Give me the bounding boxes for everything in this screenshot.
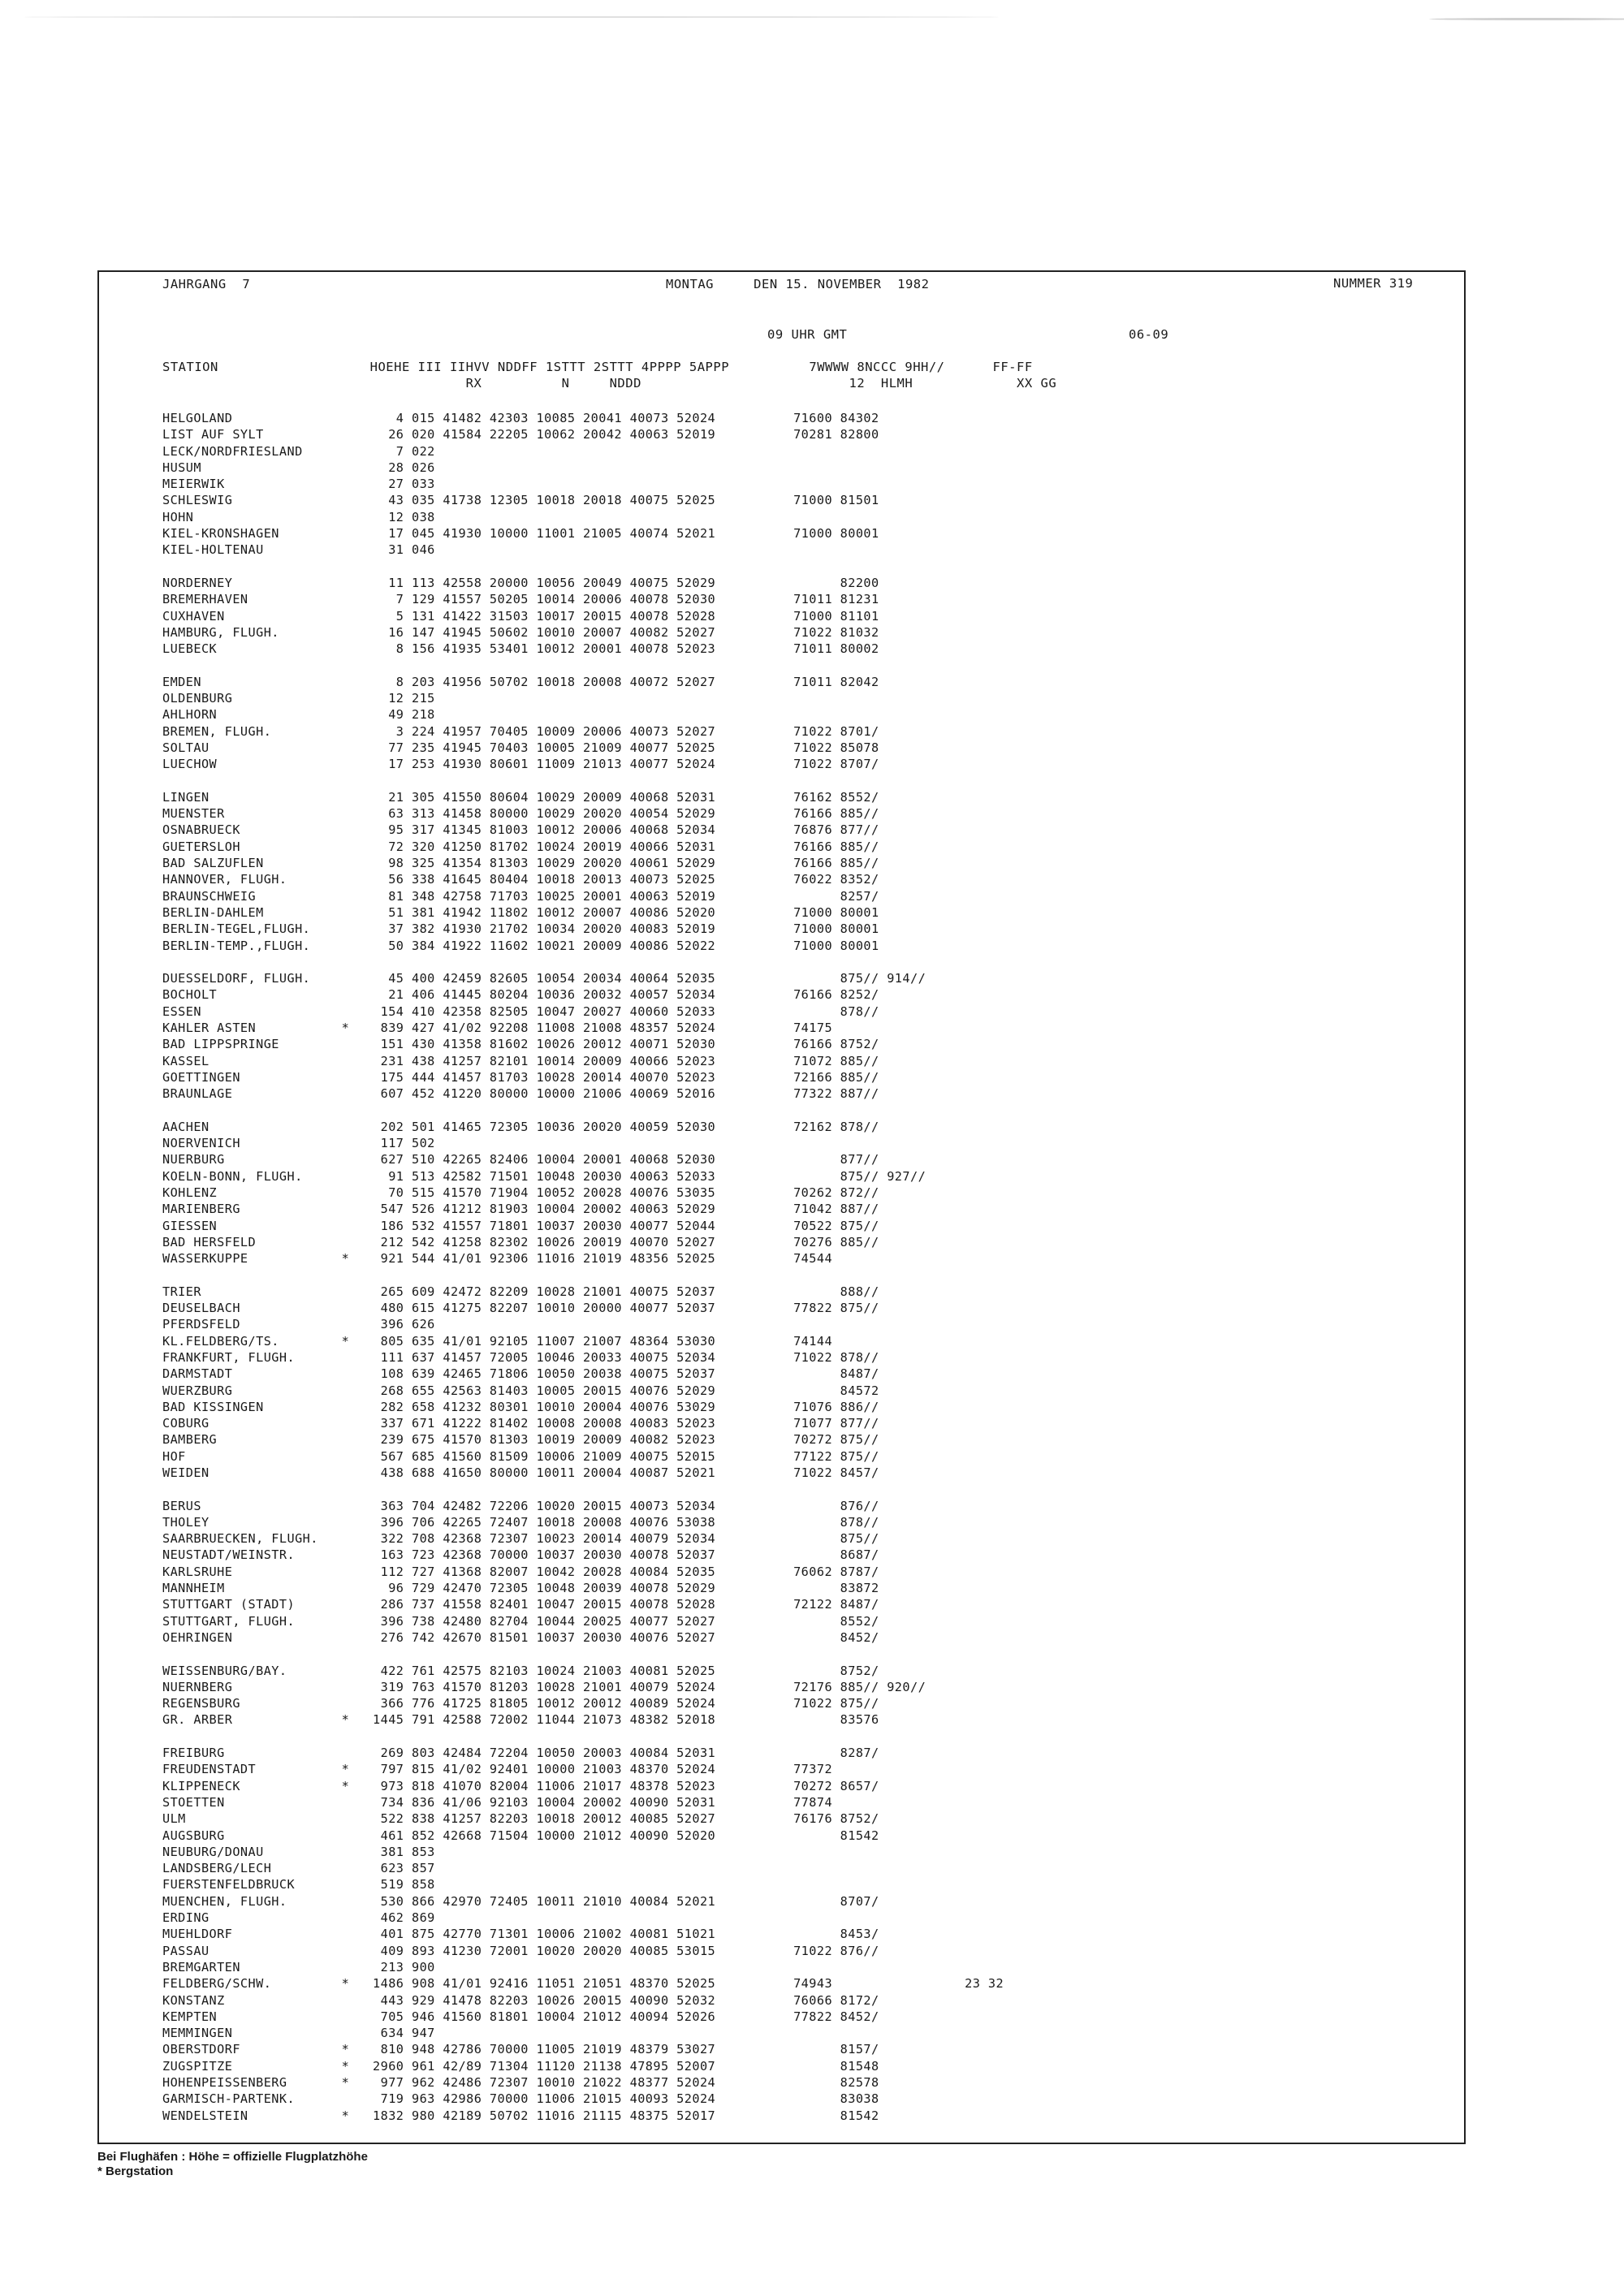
- station-row: AACHEN 202 501 41465 72305 10036 20020 40059 52030 72162 878//: [162, 1119, 879, 1134]
- station-row: KEMPTEN 705 946 41560 81801 10004 21012 40094 52026 77822 8452/: [162, 2009, 879, 2024]
- scan-noise: [24, 16, 999, 18]
- issue-number: NUMMER 319: [1333, 276, 1414, 291]
- date-label: MONTAG DEN 15. NOVEMBER 1982: [666, 277, 930, 291]
- station-row: HOF 567 685 41560 81509 10006 21009 40075 52015 77122 875//: [162, 1448, 879, 1464]
- station-row: BAD HERSFELD 212 542 41258 82302 10026 20019 40070 52027 70276 885//: [162, 1234, 879, 1249]
- station-row: NUERBURG 627 510 42265 82406 10004 20001 40068 52030 877//: [162, 1152, 879, 1167]
- station-row: OEHRINGEN 276 742 42670 81501 10037 20030 40076 52027 8452/: [162, 1629, 879, 1645]
- station-row: KL.FELDBERG/TS. * 805 635 41/01 92105 11007 21007 48364 53030 74144: [162, 1333, 833, 1349]
- group-spacer: [162, 559, 1004, 575]
- station-row: LIST AUF SYLT 26 020 41584 22205 10062 20042 40063 52019 70281 82800: [162, 427, 879, 442]
- group-spacer: [162, 1646, 1004, 1662]
- station-row: AUGSBURG 461 852 42668 71504 10000 21012 40090 52020 81542: [162, 1828, 879, 1843]
- station-row: STOETTEN 734 836 41/06 92103 10004 20002 40090 52031 77874: [162, 1794, 833, 1810]
- station-row: MARIENBERG 547 526 41212 81903 10004 20002 40063 52029 71042 887//: [162, 1202, 879, 1217]
- group-spacer: [162, 1481, 1004, 1497]
- station-row: GOETTINGEN 175 444 41457 81703 10028 20014 40070 52023 72166 885//: [162, 1069, 879, 1085]
- station-row: TRIER 265 609 42472 82209 10028 21001 40075 52037 888//: [162, 1284, 879, 1299]
- station-row: KIEL-KRONSHAGEN 17 045 41930 10000 11001 21005 40074 52021 71000 80001: [162, 526, 879, 542]
- station-row: DARMSTADT 108 639 42465 71806 10050 20038 40075 52037 8487/: [162, 1366, 879, 1382]
- volume-label: JAHRGANG 7: [162, 277, 251, 291]
- station-row: DEUSELBACH 480 615 41275 82207 10010 20000 40077 52037 77822 875//: [162, 1301, 879, 1316]
- group-spacer: [162, 954, 1004, 970]
- station-row: FREUDENSTADT * 797 815 41/02 92401 10000 21003 48370 52024 77372: [162, 1762, 833, 1777]
- station-row: SOLTAU 77 235 41945 70403 10005 21009 40077 52025 71022 85078: [162, 740, 879, 755]
- station-row: KARLSRUHE 112 727 41368 82007 10042 20028 40084 52035 76062 8787/: [162, 1564, 879, 1579]
- station-row: KOELN-BONN, FLUGH. 91 513 42582 71501 10048 20030 40063 52033 875// 927//: [162, 1168, 926, 1184]
- station-row: STUTTGART (STADT) 286 737 41558 82401 10047 20015 40078 52028 72122 8487/: [162, 1597, 879, 1612]
- station-row: BREMEN, FLUGH. 3 224 41957 70405 10009 20006 40073 52027 71022 8701/: [162, 723, 879, 739]
- station-row: FRANKFURT, FLUGH. 111 637 41457 72005 10046 20033 40075 52034 71022 878//: [162, 1349, 879, 1365]
- station-row: LUECHOW 17 253 41930 80601 11009 21013 40077 52024 71022 8707/: [162, 757, 879, 772]
- station-row: BERUS 363 704 42482 72206 10020 20015 40073 52034 876//: [162, 1498, 879, 1513]
- station-row: BERLIN-TEGEL,FLUGH. 37 382 41930 21702 10034 20020 40083 52019 71000 80001: [162, 921, 879, 937]
- station-row: BRAUNSCHWEIG 81 348 42758 71703 10025 20001 40063 52019 8257/: [162, 888, 879, 904]
- station-row: GIESSEN 186 532 41557 71801 10037 20030 40077 52044 70522 875//: [162, 1218, 879, 1233]
- station-row: LECK/NORDFRIESLAND 7 022: [162, 443, 435, 459]
- group-spacer: [162, 773, 1004, 789]
- station-row: MUENSTER 63 313 41458 80000 10029 20020 40054 52029 76166 885//: [162, 806, 879, 822]
- station-row: MEMMINGEN 634 947: [162, 2026, 435, 2041]
- station-row: BRAUNLAGE 607 452 41220 80000 10000 21006 40069 52016 77322 887//: [162, 1086, 879, 1102]
- station-row: KASSEL 231 438 41257 82101 10014 20009 40066 52023 71072 885//: [162, 1053, 879, 1068]
- station-row: SAARBRUECKEN, FLUGH. 322 708 42368 72307 10023 20014 40079 52034 875//: [162, 1531, 879, 1547]
- station-row: KIEL-HOLTENAU 31 046: [162, 542, 435, 558]
- station-row: ULM 522 838 41257 82203 10018 20012 40085 52027 76176 8752/: [162, 1811, 879, 1827]
- station-row: CUXHAVEN 5 131 41422 31503 10017 20015 40078 52028 71000 81101: [162, 608, 879, 624]
- station-row: KAHLER ASTEN * 839 427 41/02 92208 11008 21008 48357 52024 74175: [162, 1020, 833, 1035]
- group-spacer: [162, 1102, 1004, 1118]
- station-row: ESSEN 154 410 42358 82505 10047 20027 40060 52033 878//: [162, 1003, 879, 1019]
- station-row: PFERDSFELD 396 626: [162, 1317, 435, 1332]
- station-row: BREMERHAVEN 7 129 41557 50205 10014 20006 40078 52030 71011 81231: [162, 592, 879, 607]
- station-row: LUEBECK 8 156 41935 53401 10012 20001 40078 52023 71011 80002: [162, 641, 879, 657]
- station-row: HANNOVER, FLUGH. 56 338 41645 80404 10018 20013 40073 52025 76022 8352/: [162, 872, 879, 887]
- station-row: BAD LIPPSPRINGE 151 430 41358 81602 10026 20012 40071 52030 76166 8752/: [162, 1037, 879, 1052]
- station-row: WEIDEN 438 688 41650 80000 10011 20004 40087 52021 71022 8457/: [162, 1465, 879, 1480]
- station-row: NOERVENICH 117 502: [162, 1136, 435, 1151]
- station-row: KONSTANZ 443 929 41478 82203 10026 20015 40090 52032 76066 8172/: [162, 1992, 879, 2008]
- station-row: BAMBERG 239 675 41570 81303 10019 20009 40082 52023 70272 875//: [162, 1432, 879, 1448]
- station-row: BERLIN-DAHLEM 51 381 41942 11802 10012 20007 40086 52020 71000 80001: [162, 904, 879, 920]
- station-row: MUEHLDORF 401 875 42770 71301 10006 21002 40081 51021 8453/: [162, 1927, 879, 1942]
- station-row: NUERNBERG 319 763 41570 81203 10028 21001 40079 52024 72176 885// 920//: [162, 1679, 926, 1694]
- station-row: WENDELSTEIN * 1832 980 42189 50702 11016 21115 48375 52017 81542: [162, 2108, 879, 2123]
- station-row: NEUBURG/DONAU 381 853: [162, 1844, 435, 1859]
- station-row: HUSUM 28 026: [162, 460, 435, 475]
- station-row: BAD SALZUFLEN 98 325 41354 81303 10029 20020 40061 52029 76166 885//: [162, 856, 879, 871]
- station-row: GARMISCH-PARTENK. 719 963 42986 70000 11006 21015 40093 52024 83038: [162, 2091, 879, 2107]
- column-header-line-1: STATION HOEHE III IIHVV NDDFF 1STTT 2STTT 4PPPP 5APPP 7WWWW 8NCCC 9HH// FF-FF: [162, 360, 1033, 374]
- station-row: OLDENBURG 12 215: [162, 691, 435, 706]
- station-row: REGENSBURG 366 776 41725 81805 10012 20012 40089 52024 71022 875//: [162, 1696, 879, 1711]
- station-table: [162, 410, 1004, 2124]
- station-row: OSNABRUECK 95 317 41345 81003 10012 20006 40068 52034 76876 877//: [162, 822, 879, 838]
- station-row: LANDSBERG/LECH 623 857: [162, 1861, 435, 1876]
- station-row: AHLHORN 49 218: [162, 707, 435, 723]
- station-row: DUESSELDORF, FLUGH. 45 400 42459 82605 10054 20034 40064 52035 875// 914//: [162, 971, 926, 986]
- station-row: EMDEN 8 203 41956 50702 10018 20008 40072 52027 71011 82042: [162, 674, 879, 689]
- footnote-airports: Bei Flughäfen : Höhe = offizielle Flugplatzhöhe: [97, 2150, 368, 2164]
- station-row: KOHLENZ 70 515 41570 71904 10052 20028 40076 53035 70262 872//: [162, 1185, 879, 1200]
- station-row: LINGEN 21 305 41550 80604 10029 20009 40068 52031 76162 8552/: [162, 789, 879, 805]
- station-row: HOHENPEISSENBERG * 977 962 42486 72307 10010 21022 48377 52024 82578: [162, 2074, 879, 2090]
- station-row: BERLIN-TEMP.,FLUGH. 50 384 41922 11602 10021 20009 40086 52022 71000 80001: [162, 938, 879, 953]
- station-row: KLIPPENECK * 973 818 41070 82004 11006 21017 48378 52023 70272 8657/: [162, 1778, 879, 1793]
- column-header-line-2: RX N NDDD 12 HLMH XX GG: [162, 376, 1057, 391]
- observation-time: 09 UHR GMT: [767, 327, 848, 342]
- station-row: GR. ARBER * 1445 791 42588 72002 11044 21073 48382 52018 83576: [162, 1712, 879, 1728]
- station-row: MANNHEIM 96 729 42470 72305 10048 20039 40078 52029 83872: [162, 1581, 879, 1596]
- group-spacer: [162, 1267, 1004, 1283]
- station-row: STUTTGART, FLUGH. 396 738 42480 82704 10044 20025 40077 52027 8552/: [162, 1613, 879, 1629]
- station-row: PASSAU 409 893 41230 72001 10020 20020 40085 53015 71022 876//: [162, 1943, 879, 1958]
- station-row: GUETERSLOH 72 320 41250 81702 10024 20019 40066 52031 76166 885//: [162, 839, 879, 854]
- station-row: NORDERNEY 11 113 42558 20000 10056 20049 40075 52029 82200: [162, 575, 879, 590]
- station-row: MEIERWIK 27 033: [162, 477, 435, 492]
- station-row: FUERSTENFELDBRUCK 519 858: [162, 1877, 435, 1892]
- station-row: NEUSTADT/WEINSTR. 163 723 42368 70000 10037 20030 40078 52037 8687/: [162, 1547, 879, 1563]
- station-row: COBURG 337 671 41222 81402 10008 20008 40083 52023 71077 877//: [162, 1416, 879, 1431]
- station-row: WASSERKUPPE * 921 544 41/01 92306 11016 21019 48356 52025 74544: [162, 1251, 833, 1267]
- station-row: FELDBERG/SCHW. * 1486 908 41/01 92416 11051 21051 48370 52025 74943 23 32: [162, 1976, 1004, 1992]
- station-row: BAD KISSINGEN 282 658 41232 80301 10010 20004 40076 53029 71076 886//: [162, 1399, 879, 1414]
- station-row: SCHLESWIG 43 035 41738 12305 10018 20018 40075 52025 71000 81501: [162, 493, 879, 508]
- footnote-mountain-station: * Bergstation: [97, 2164, 174, 2178]
- station-row: BREMGARTEN 213 900: [162, 1959, 435, 1974]
- station-row: MUENCHEN, FLUGH. 530 866 42970 72405 10011 21010 40084 52021 8707/: [162, 1893, 879, 1909]
- station-row: ZUGSPITZE * 2960 961 42/89 71304 11120 21138 47895 52007 81548: [162, 2058, 879, 2074]
- station-row: WUERZBURG 268 655 42563 81403 10005 20015 40076 52029 84572: [162, 1383, 879, 1398]
- period-label: 06-09: [1129, 327, 1169, 342]
- station-row: THOLEY 396 706 42265 72407 10018 20008 40076 53038 878//: [162, 1514, 879, 1530]
- station-row: HELGOLAND 4 015 41482 42303 10085 20041 40073 52024 71600 84302: [162, 411, 879, 425]
- group-spacer: [162, 1728, 1004, 1745]
- station-row: WEISSENBURG/BAY. 422 761 42575 82103 10024 21003 40081 52025 8752/: [162, 1663, 879, 1678]
- scan-noise: [1429, 18, 1624, 20]
- station-row: BOCHOLT 21 406 41445 80204 10036 20032 40057 52034 76166 8252/: [162, 987, 879, 1003]
- station-row: FREIBURG 269 803 42484 72204 10050 20003 40084 52031 8287/: [162, 1746, 879, 1761]
- station-row: OBERSTDORF * 810 948 42786 70000 11005 21019 48379 53027 8157/: [162, 2042, 879, 2057]
- group-spacer: [162, 657, 1004, 673]
- station-row: ERDING 462 869: [162, 1910, 435, 1926]
- station-row: HOHN 12 038: [162, 509, 435, 524]
- station-row: HAMBURG, FLUGH. 16 147 41945 50602 10010 20007 40082 52027 71022 81032: [162, 624, 879, 640]
